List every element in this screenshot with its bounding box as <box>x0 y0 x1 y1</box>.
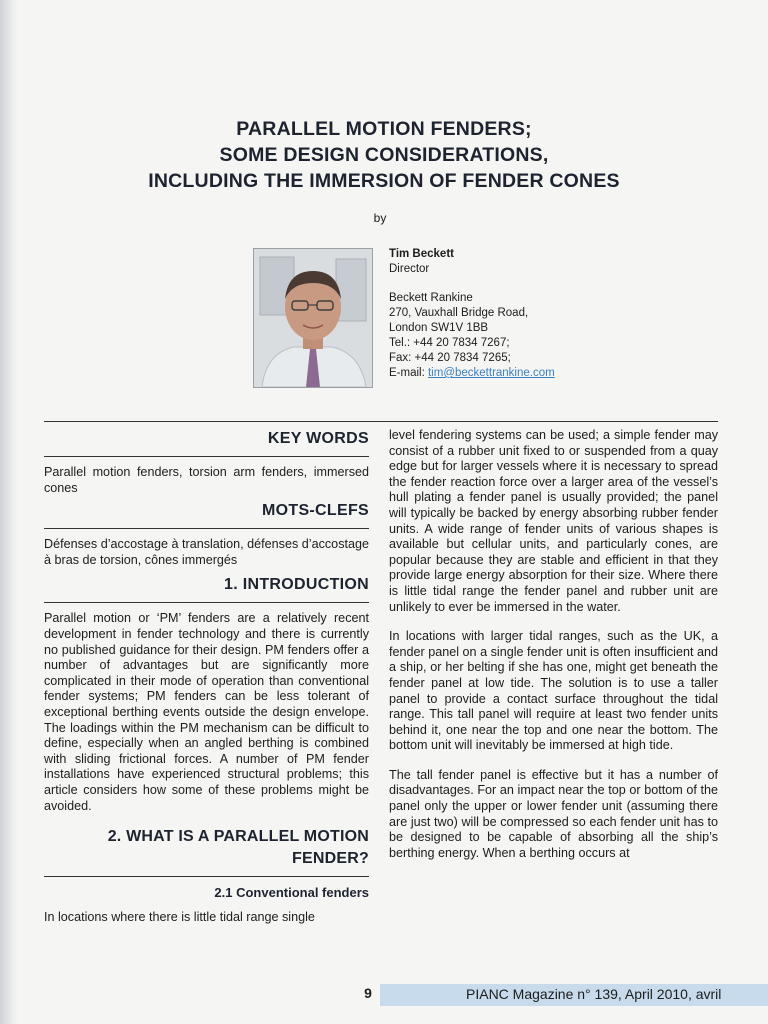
introduction-rule <box>44 602 369 603</box>
introduction-heading: 1. INTRODUCTION <box>224 576 369 594</box>
author-role: Director <box>389 263 430 275</box>
author-photo <box>253 248 373 388</box>
right-paragraph-1: level fendering systems can be used; a simple fender may consist of a rubber unit fixed to or suspended from a quay edge but for larger vessels where it is necessary to spread the fender reaction force over a larger area of the vessel’s hull plating a fender panel is usually provided; the panel will typically be backed by energy absorbing rubber fender units. A wide range of fender units of various shapes is available but cellular units, and particularly cones, are popular because they are stable and efficient in that they provide large energy absorption for their size. Where there is little tidal range the fender panel and rubber unit are unlikely to ever be immersed in the water. <box>389 428 718 614</box>
article-title <box>40 116 728 194</box>
section-2-heading <box>44 826 369 870</box>
subsection-2-1-heading: 2.1 Conventional fenders <box>214 885 369 901</box>
author-name: Tim Beckett <box>389 248 454 260</box>
section-2-text: In locations where there is little tidal range single <box>44 910 315 925</box>
title-line-1: PARALLEL MOTION FENDERS; <box>236 118 532 140</box>
email-link[interactable]: tim@beckettrankine.com <box>427 367 555 379</box>
author-block <box>389 247 555 381</box>
author-email-line <box>389 366 555 381</box>
title-line-3: INCLUDING THE IMMERSION OF FENDER CONES <box>148 170 620 192</box>
keywords-heading: KEY WORDS <box>267 430 369 447</box>
keywords-text: Parallel motion fenders, torsion arm fenders, immersed cones <box>44 465 369 495</box>
footer-magazine: PIANC Magazine n° 139, April 2010, avril <box>466 986 722 1002</box>
author-address-2: London SW1V 1BB <box>389 322 489 334</box>
mots-clefs-rule <box>44 528 369 529</box>
author-portrait-image <box>254 249 372 387</box>
page-binding-edge <box>0 0 18 1024</box>
left-column <box>44 428 369 926</box>
mots-clefs-heading: MOTS-CLEFS <box>262 502 369 520</box>
right-paragraph-3: The tall fender panel is effective but it has a number of disadvantages. For an impact near the top or bottom of the panel only the upper or lower fender unit (assuming there are just two) will be compressed so each fender unit has to be designed to be capable of absorbing all the ship’s berthing energy. When a berthing occurs at <box>389 767 718 860</box>
right-column <box>389 428 718 861</box>
section-2-heading-line-2: FENDER? <box>292 850 369 868</box>
right-paragraph-2: In locations with larger tidal ranges, such as the UK, a fender panel on a single fender unit is often insufficient and a ship, or her belting if she has one, might get beneath the fender panel at low tide. The solution is to use a taller panel to provide a contact surface throughout the tidal range. This tall panel will require at least two fender units behind it, one near the top and one near the bottom. The bottom unit will inevitably be immersed at high tide. <box>389 629 718 753</box>
byline: by <box>373 211 387 225</box>
section-2-heading-line-1: 2. WHAT IS A PARALLEL MOTION <box>107 828 369 846</box>
author-address-1: 270, Vauxhall Bridge Road, <box>389 307 529 319</box>
introduction-text: Parallel motion or ‘PM’ fenders are a relatively recent development in fender technology and there is currently no published guidance for their design. PM fenders offer a number of advantages but are significantly more complicated in their mode of operation than conventional fender systems; PM fenders can be less tolerant of exceptional berthing events outside the design envelope. The loadings within the PM mechanism can be difficult to define, especially when an angled berthing is combined with sliding frictional forces. A number of PM fender installations have experienced structural problems; this article considers how some of these problems might be avoided. <box>44 611 369 813</box>
author-company: Beckett Rankine <box>389 292 473 304</box>
page-number: 9 <box>364 985 372 1001</box>
author-fax: Fax: +44 20 7834 7265; <box>389 352 511 364</box>
keywords-rule <box>44 456 369 457</box>
title-line-2: SOME DESIGN CONSIDERATIONS, <box>219 144 549 166</box>
email-label: E-mail: <box>389 367 428 379</box>
section-divider <box>44 421 718 422</box>
section-2-rule <box>44 876 369 877</box>
author-tel: Tel.: +44 20 7834 7267; <box>389 337 510 349</box>
mots-clefs-text: Défenses d’accostage à translation, défenses d’accostage à bras de torsion, cônes immergés <box>44 537 369 567</box>
